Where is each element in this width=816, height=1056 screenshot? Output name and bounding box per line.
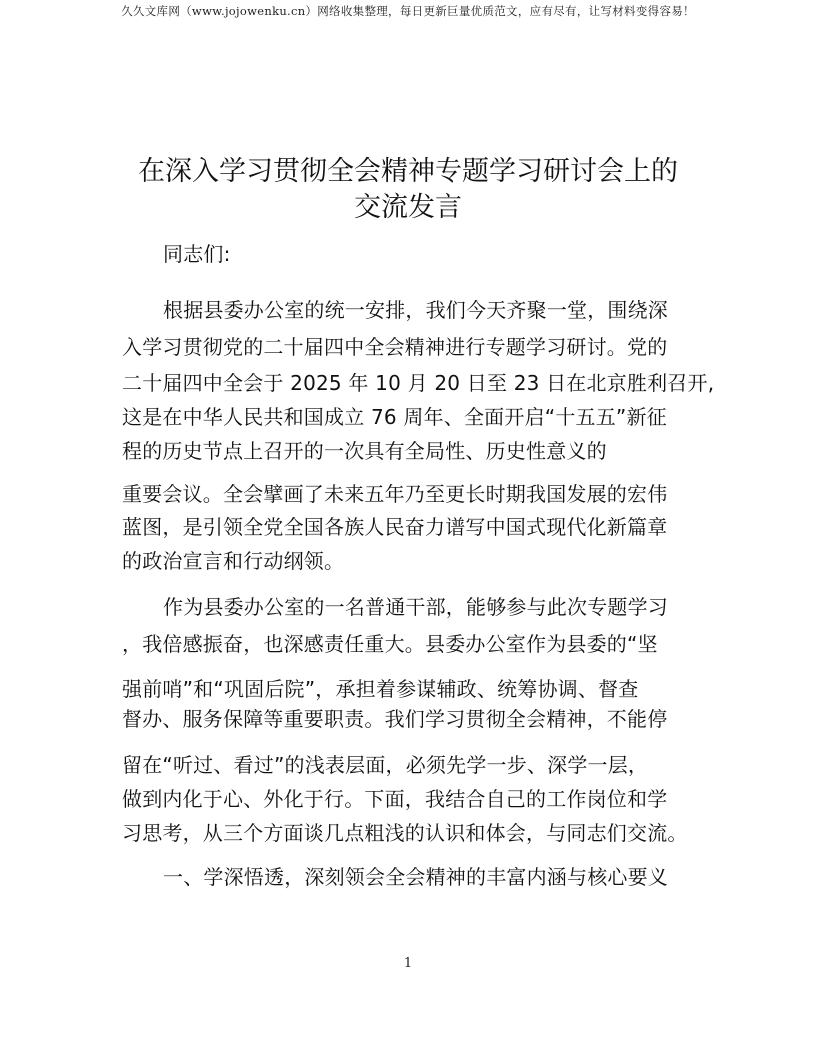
body-line: ，我倍感振奋，也深感责任重大。县委办公室作为县委的“坚 [122, 632, 658, 656]
section-heading: 一、学深悟透，深刻领会全会精神的丰富内涵与核心要义 [163, 865, 668, 889]
body-line: 根据县委办公室的统一安排，我们今天齐聚一堂，围绕深 [163, 298, 668, 322]
body-line: 入学习贯彻党的二十届四中全会精神进行专题学习研讨。党的 [122, 335, 668, 359]
body-line: 程的历史节点上召开的一次具有全局性、历史性意义的 [122, 439, 607, 463]
body-line: 习思考，从三个方面谈几点粗浅的认识和体会，与同志们交流。 [122, 821, 688, 845]
body-line: 强前哨”和“巩固后院”，承担着参谋辅政、统筹协调、督查 [122, 677, 639, 701]
document-title-line-2: 交流发言 [354, 192, 462, 223]
page-number: 1 [403, 956, 413, 971]
document-title-line-1: 在深入学习贯彻全会精神专题学习研讨会上的 [138, 156, 678, 187]
body-line: 这是在中华人民共和国成立 76 周年、全面开启“十五五”新征 [122, 405, 667, 429]
body-line: 二十届四中全会于 2025 年 10 月 20 日至 23 日在北京胜利召开, [122, 371, 715, 395]
body-line: 蓝图，是引领全党全国各族人民奋力谱写中国式现代化新篇章 [122, 515, 668, 539]
body-line: 重要会议。全会擘画了未来五年乃至更长时期我国发展的宏伟 [122, 482, 668, 506]
header-banner: 久久文库网（www.jojowenku.cn）网络收集整理，每日更新巨量优质范文，应有尽有，让写材料变得容易！ [121, 4, 695, 18]
body-line: 作为县委办公室的一名普通干部，能够参与此次专题学习 [163, 595, 668, 619]
body-line: 的政治宣言和行动纲领。 [122, 549, 345, 573]
body-line: 督办、服务保障等重要职责。我们学习贯彻全会精神，不能停 [122, 707, 668, 731]
body-line: 留在“听过、看过”的浅表层面，必须先学一步、深学一层， [122, 753, 649, 777]
body-line: 做到内化于心、外化于行。下面，我结合自己的工作岗位和学 [122, 787, 668, 811]
greeting: 同志们: [163, 242, 231, 266]
